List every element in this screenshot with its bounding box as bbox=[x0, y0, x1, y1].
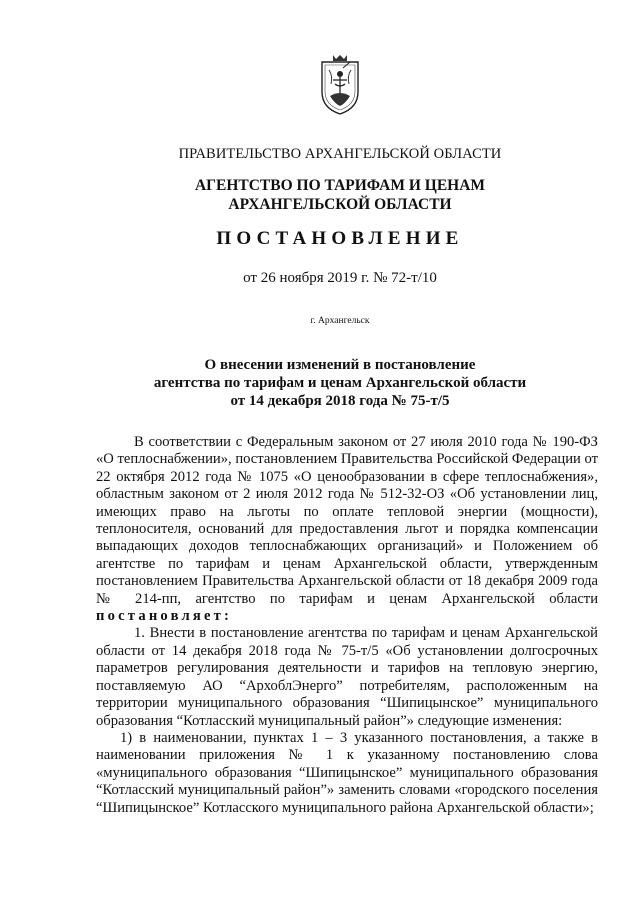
document-type: ПОСТАНОВЛЕНИЕ bbox=[216, 228, 464, 249]
coat-of-arms-icon bbox=[319, 54, 361, 116]
decrees-word: постановляет: bbox=[96, 608, 233, 625]
agency-name bbox=[0, 176, 640, 214]
government-name: ПРАВИТЕЛЬСТВО АРХАНГЕЛЬСКОЙ ОБЛАСТИ bbox=[178, 146, 502, 162]
item-1-paragraph: 1. Внести в постановление агентства по тарифам и ценам Архангельской области от 14 декабря 2018 года № 75-т/5 «Об установлении долгосрочных параметров регулирования деятельности и тарифов на тепловую энергию, поставляемую АО “АрхоблЭнерго” потребителям, расположенным на территории муниципального образования “Шипицынское” муниципального образования “Котласский муниципальный район”» следующие изменения: bbox=[96, 625, 598, 729]
city: г. Архангельск bbox=[310, 316, 370, 326]
item-1-1-paragraph: 1) в наименовании, пунктах 1 – 3 указанного постановления, а также в наименовании приложения № 1 к указанному постановлению слова «муниципального образования “Шипицынское” муниципального образования “Котласский муниципальный район”» заменить словами «городского поселения “Шипицынское” Котласского муниципального района Архангельской области»; bbox=[96, 729, 598, 816]
preamble-paragraph bbox=[96, 434, 598, 625]
subject-line2: агентства по тарифам и ценам Архангельской области bbox=[153, 375, 527, 391]
document-body bbox=[96, 434, 598, 817]
agency-name-line2: АРХАНГЕЛЬСКОЙ ОБЛАСТИ bbox=[228, 196, 452, 213]
document-subject bbox=[0, 356, 640, 410]
subject-line1: О внесении изменений в постановление bbox=[204, 357, 476, 373]
subject-line3: от 14 декабря 2018 года № 75-т/5 bbox=[230, 393, 450, 409]
preamble-text: В соответствии с Федеральным законом от 27 июля 2010 года № 190-ФЗ «О теплоснабжении», постановлением Правительства Российской Федерации от 22 октября 2012 года № 1075 «О ценообразовании в сфере теплоснабжения», областным законом от 2 июля 2012 года № 512-32-ОЗ «Об установлении лиц, имеющих право на льготы по оплате тепловой энергии (мощности), теплоносителя, оснований для предоставления льгот и порядка компенсации выпадающих доходов теплоснабжающих организаций» и Положением об агентстве по тарифам и ценам Архангельской области, утвержденным постановлением Правительства Архангельской области от 18 декабря 2009 года № 214-пп, агентство по тарифам и ценам Архангельской области bbox=[96, 434, 598, 607]
agency-name-line1: АГЕНТСТВО ПО ТАРИФАМ И ЦЕНАМ bbox=[194, 177, 486, 194]
date-and-number: от 26 ноября 2019 г. № 72-т/10 bbox=[243, 270, 437, 286]
